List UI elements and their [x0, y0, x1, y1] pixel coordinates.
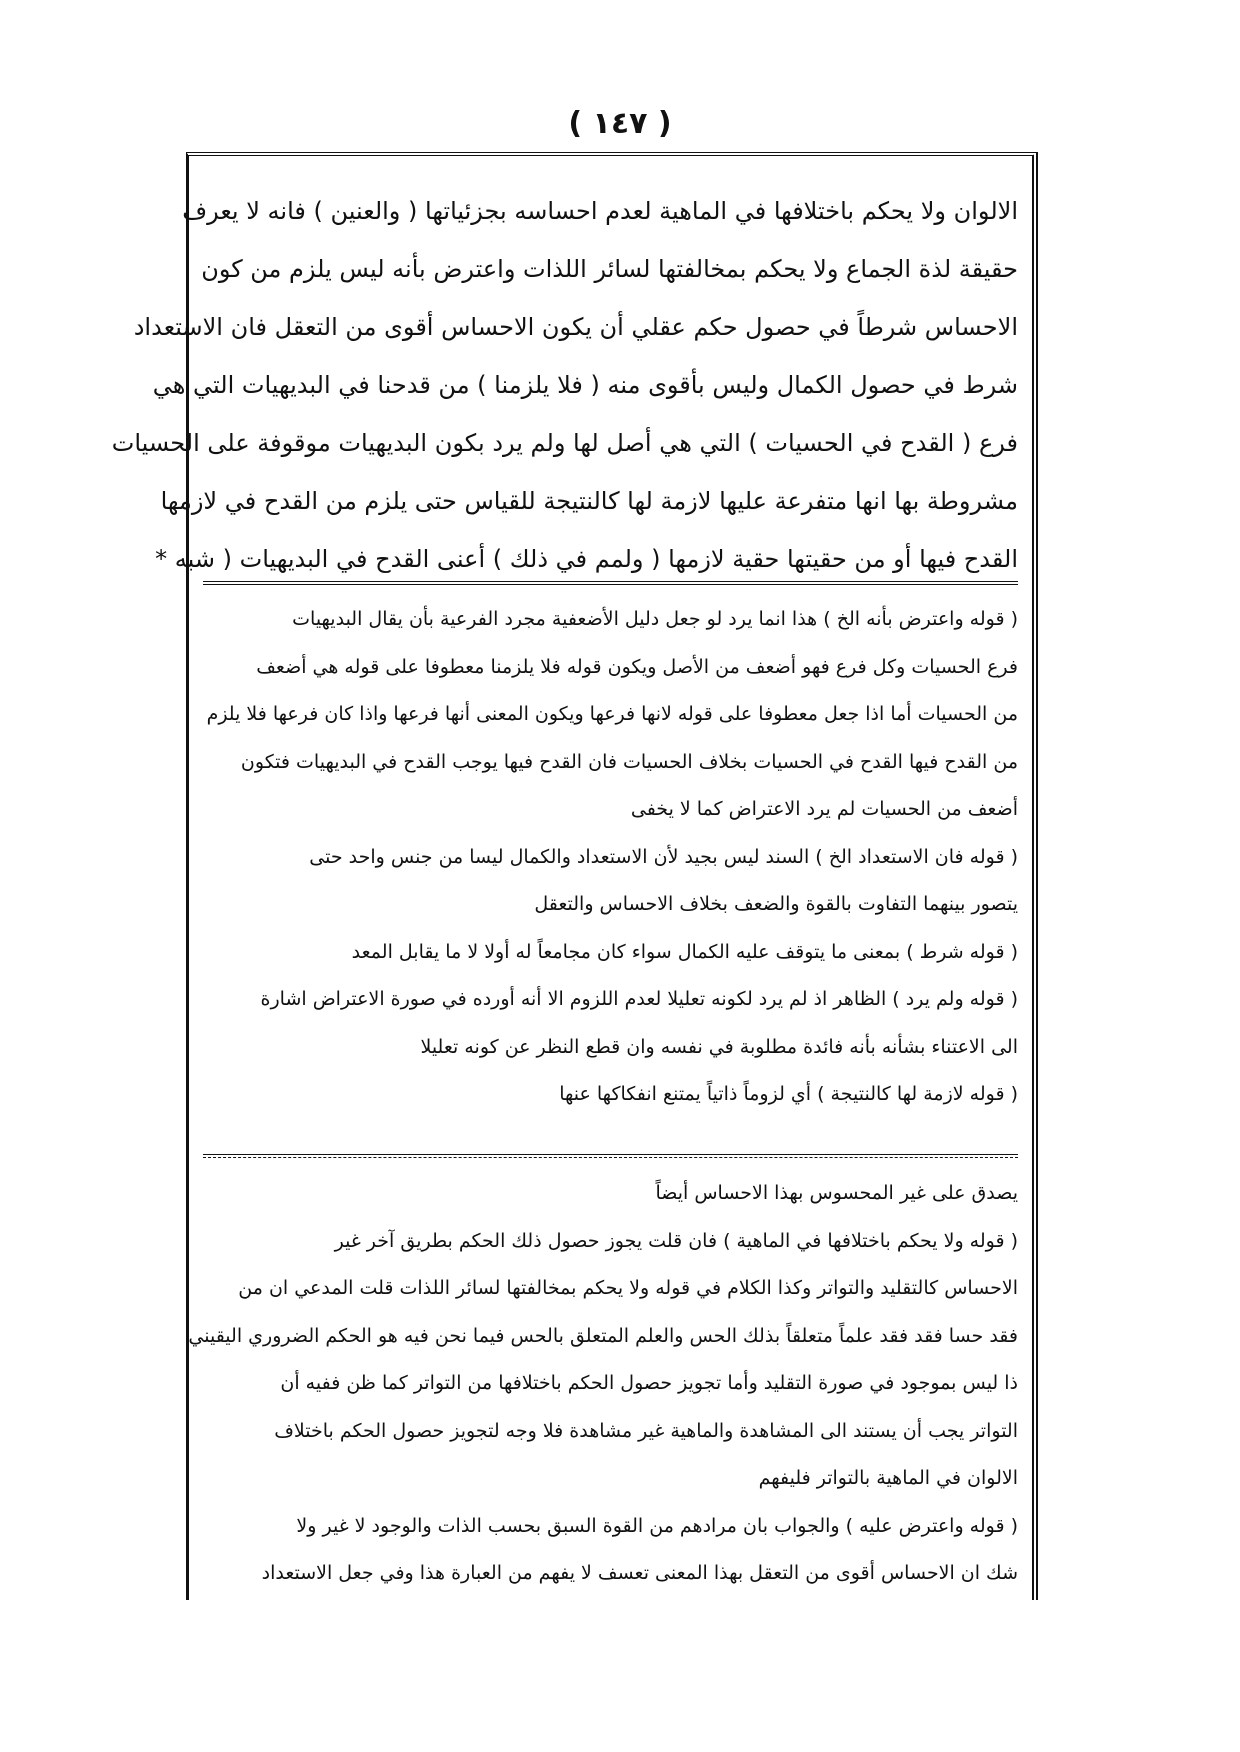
main-text-line: مشروطة بها انها متفرعة عليها لازمة لها كالنتيجة للقياس حتى يلزم من القدح في لازمها	[160, 487, 1018, 515]
main-text	[111, 182, 1018, 588]
main-text-line: الاحساس شرطاً في حصول حكم عقلي أن يكون الاحساس أقوى من التعقل فان الاستعداد	[133, 313, 1018, 341]
gloss-line: يصدق على غير المحسوس بهذا الاحساس أيضاً	[655, 1182, 1018, 1204]
commentary-line: يتصور بينهما التفاوت بالقوة والضعف بخلاف الاحساس والتعقل	[534, 893, 1018, 915]
commentary-line: ( قوله شرط ) بمعنى ما يتوقف عليه الكمال سواء كان مجامعاً له أولا لا ما يقابل المعد	[351, 940, 1018, 963]
gloss-line: ذا ليس بموجود في صورة التقليد وأما تجويز حصول الحكم باختلافها من التواتر كما ظن ففيه أن	[280, 1372, 1018, 1394]
commentary-line: ( قوله لازمة لها كالنتيجة ) أي لزوماً ذاتياً يمتنع انفكاكها عنها	[559, 1083, 1018, 1105]
main-text-line: حقيقة لذة الجماع ولا يحكم بمخالفتها لسائر اللذات واعترض بأنه ليس يلزم من كون	[201, 255, 1018, 283]
page-frame	[111, 152, 1038, 1600]
commentary-text	[203, 596, 1018, 1119]
commentary-line: فرع الحسيات وكل فرع فهو أضعف من الأصل ويكون قوله فلا يلزمنا معطوفا على قوله هي أضعف	[256, 655, 1018, 678]
commentary-line: ( قوله فان الاستعداد الخ ) السند ليس بجيد لأن الاستعداد والكمال ليسا من جنس واحد حتى	[309, 845, 1018, 868]
page-number: ( ١٤٧ )	[568, 106, 672, 141]
commentary-line: أضعف من الحسيات لم يرد الاعتراض كما لا يخفى	[630, 798, 1018, 820]
gloss-line: شك ان الاحساس أقوى من التعقل بهذا المعنى تعسف لا يفهم من العبارة هذا وفي جعل الاستعداد	[261, 1562, 1018, 1584]
main-text-line: الالوان ولا يحكم باختلافها في الماهية لعدم احساسه بجزئياتها ( والعنين ) فانه لا يعرف	[182, 197, 1018, 225]
main-text-line: شرط في حصول الكمال وليس بأقوى منه ( فلا يلزمنا ) من قدحنا في البديهيات التي هي	[152, 371, 1018, 399]
commentary-line: ( قوله ولم يرد ) الظاهر اذ لم يرد لكونه تعليلا لعدم اللزوم الا أنه أورده في صورة الاعتراض اشارة	[260, 988, 1018, 1010]
section-divider	[203, 1154, 1018, 1158]
commentary-line: من الحسيات أما اذا جعل معطوفا على قوله لانها فرعها ويكون المعنى أنها فرعها واذا كان فرعها فلا يلزم	[206, 703, 1018, 725]
gloss-line: ( قوله ولا يحكم باختلافها في الماهية ) فان قلت يجوز حصول ذلك الحكم بطريق آخر غير	[334, 1229, 1018, 1252]
gloss-text	[188, 1170, 1018, 1598]
gloss-line: ( قوله واعترض عليه ) والجواب بان مرادهم من القوة السبق بحسب الذات والوجود لا غير ولا	[296, 1514, 1018, 1537]
gloss-line: التواتر يجب أن يستند الى المشاهدة والماهية غير مشاهدة فلا وجه لتجويز حصول الحكم باختلاف	[274, 1419, 1018, 1442]
commentary-line: ( قوله واعترض بأنه الخ ) هذا انما يرد لو جعل دليل الأضعفية مجرد الفرعية بأن يقال البديهيات	[292, 608, 1018, 630]
section-divider	[203, 581, 1018, 585]
gloss-line: فقد حسا فقد فقد علماً متعلقاً بذلك الحس والعلم المتعلق بالحس فيما نحن فيه هو الحكم الضروري اليقيني	[188, 1324, 1018, 1347]
commentary-line: الى الاعتناء بشأنه بأنه فائدة مطلوبة في نفسه وان قطع النظر عن كونه تعليلا	[420, 1035, 1018, 1058]
gloss-line: الالوان في الماهية بالتواتر فليفهم	[758, 1467, 1018, 1489]
main-text-line: فرع ( القدح في الحسيات ) التي هي أصل لها ولم يرد بكون البديهيات موقوفة على الحسيات	[111, 429, 1018, 457]
main-text-line: القدح فيها أو من حقيتها حقية لازمها ( ولمم في ذلك ) أعنى القدح في البديهيات ( شبه *	[155, 545, 1018, 573]
commentary-line: من القدح فيها القدح في الحسيات بخلاف الحسيات فان القدح فيها يوجب القدح في البديهيات فتكون	[240, 750, 1018, 773]
gloss-line: الاحساس كالتقليد والتواتر وكذا الكلام في قوله ولا يحكم بمخالفتها لسائر اللذات قلت المدعي ان من	[238, 1277, 1018, 1299]
